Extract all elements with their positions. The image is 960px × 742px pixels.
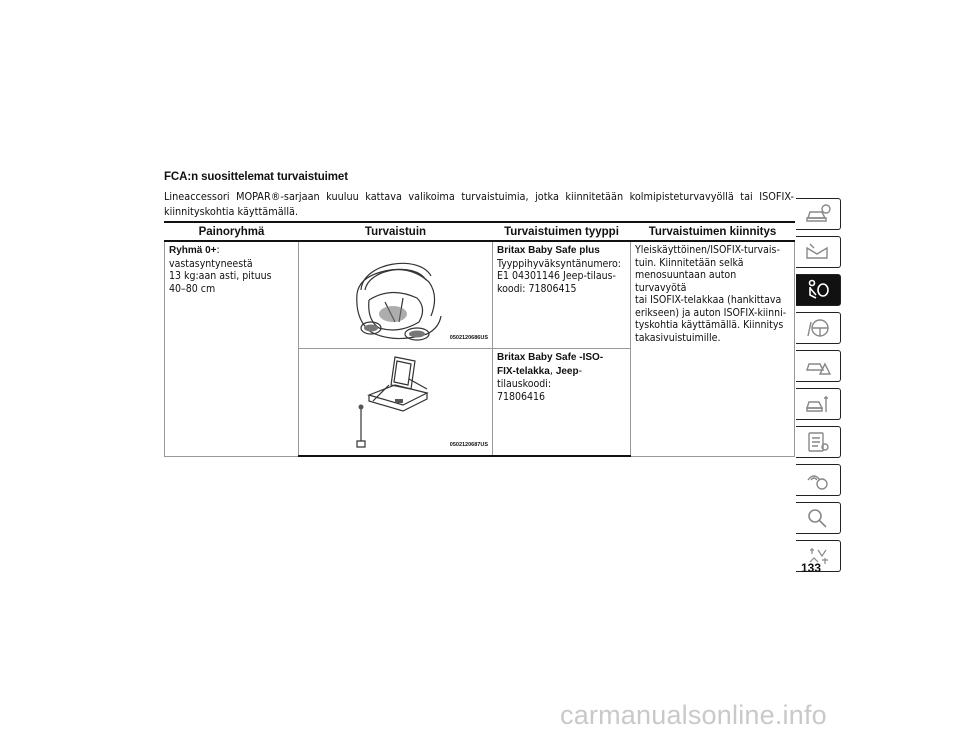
seat-type-name: Britax Baby Safe -ISO- (497, 352, 604, 363)
isofix-base-illustration (299, 349, 492, 455)
tab-safety[interactable] (796, 274, 841, 306)
header-seat-fixing: Turvaistuimen kiinnitys (631, 222, 795, 241)
tab-emergency[interactable] (796, 350, 841, 382)
weight-group-text: : vastasyntyneestä (169, 244, 253, 270)
fixing-text: tuin. Kiinnitetään selkä (635, 256, 744, 269)
seat-type-text: koodi: 71806415 (497, 282, 577, 295)
image-code: 0502120686US (449, 334, 488, 341)
seat-type-text: -tilauskoodi: (497, 364, 583, 390)
weight-group-cell (165, 241, 299, 456)
watermark: carmanualsonline.info (560, 700, 827, 730)
tab-dashboard[interactable] (796, 236, 841, 268)
multimedia-icon (804, 468, 832, 492)
seat-fixing-cell (631, 241, 795, 456)
tab-index-search[interactable] (796, 502, 841, 534)
tab-service[interactable] (796, 388, 841, 420)
seat-image-cell (299, 349, 493, 457)
index-search-icon (804, 506, 832, 530)
seat-type-name: Britax Baby Safe plus (497, 245, 600, 256)
table-header-row (165, 222, 795, 241)
weight-group-label: Ryhmä 0+ (169, 245, 217, 256)
tab-driving[interactable] (796, 312, 841, 344)
intro-paragraph: Lineaccessori MOPAR®-sarjaan kuuluu kattava valikoima turvaistuimia, jotka kiinnitetään kolmipisteturvavyöllä tai ISOFIX-kiinnityskohtia käyttämällä. (164, 190, 794, 218)
chapter-tabs (796, 198, 842, 578)
airbag-seatbelt-icon (804, 278, 832, 302)
car-info-icon (804, 202, 832, 226)
page-number: 133 (801, 561, 822, 575)
fixing-text: menosuuntaan auton turvavyötä (635, 269, 737, 294)
seat-type-cell: Britax Baby Safe -ISO- FIX-telakka, Jeep-tilauskoodi: 71806416 (493, 349, 631, 457)
table-row (165, 241, 795, 349)
tab-specifications[interactable] (796, 426, 841, 458)
tab-multimedia[interactable] (796, 464, 841, 496)
fixing-text: Yleiskäyttöinen/ISOFIX-turvais- (635, 244, 780, 256)
seat-type-text: Tyyppihyväksyntänumero: (497, 257, 621, 270)
fixing-text: takasivuistuimille. (635, 331, 721, 344)
dashboard-light-icon (804, 240, 832, 264)
seat-type-cell (493, 241, 631, 349)
weight-group-text: 13 kg:aan asti, pituus (169, 270, 272, 282)
steering-wheel-icon (804, 316, 832, 340)
child-seat-table (164, 221, 795, 457)
header-weight-group: Painoryhmä (165, 222, 299, 241)
tab-car-info[interactable] (796, 198, 841, 230)
seat-type-text: E1 04301146 Jeep-tilaus- (497, 270, 616, 282)
seat-type-text: 71806416 (497, 390, 546, 403)
warning-triangle-icon (804, 354, 832, 378)
fixing-text: tyskohtia käyttämällä. Kiinnitys (635, 319, 784, 331)
fixing-text: erikseen) ja auton ISOFIX-kiinni- (635, 306, 787, 319)
specifications-list-icon (804, 430, 832, 454)
image-code: 0502120687US (449, 441, 488, 448)
baby-seat-illustration (299, 242, 492, 348)
header-child-seat: Turvaistuin (299, 222, 493, 241)
fixing-text: tai ISOFIX-telakkaa (hankittava (635, 294, 782, 306)
weight-group-text: 40–80 cm (169, 282, 216, 295)
seat-type-name: FIX-telakka (497, 365, 550, 377)
seat-image-cell (299, 241, 493, 349)
header-seat-type: Turvaistuimen tyyppi (493, 222, 631, 241)
section-title: FCA:n suosittelemat turvaistuimet (164, 171, 348, 183)
seat-type-brand: Jeep (555, 365, 579, 377)
car-service-icon (804, 392, 832, 416)
